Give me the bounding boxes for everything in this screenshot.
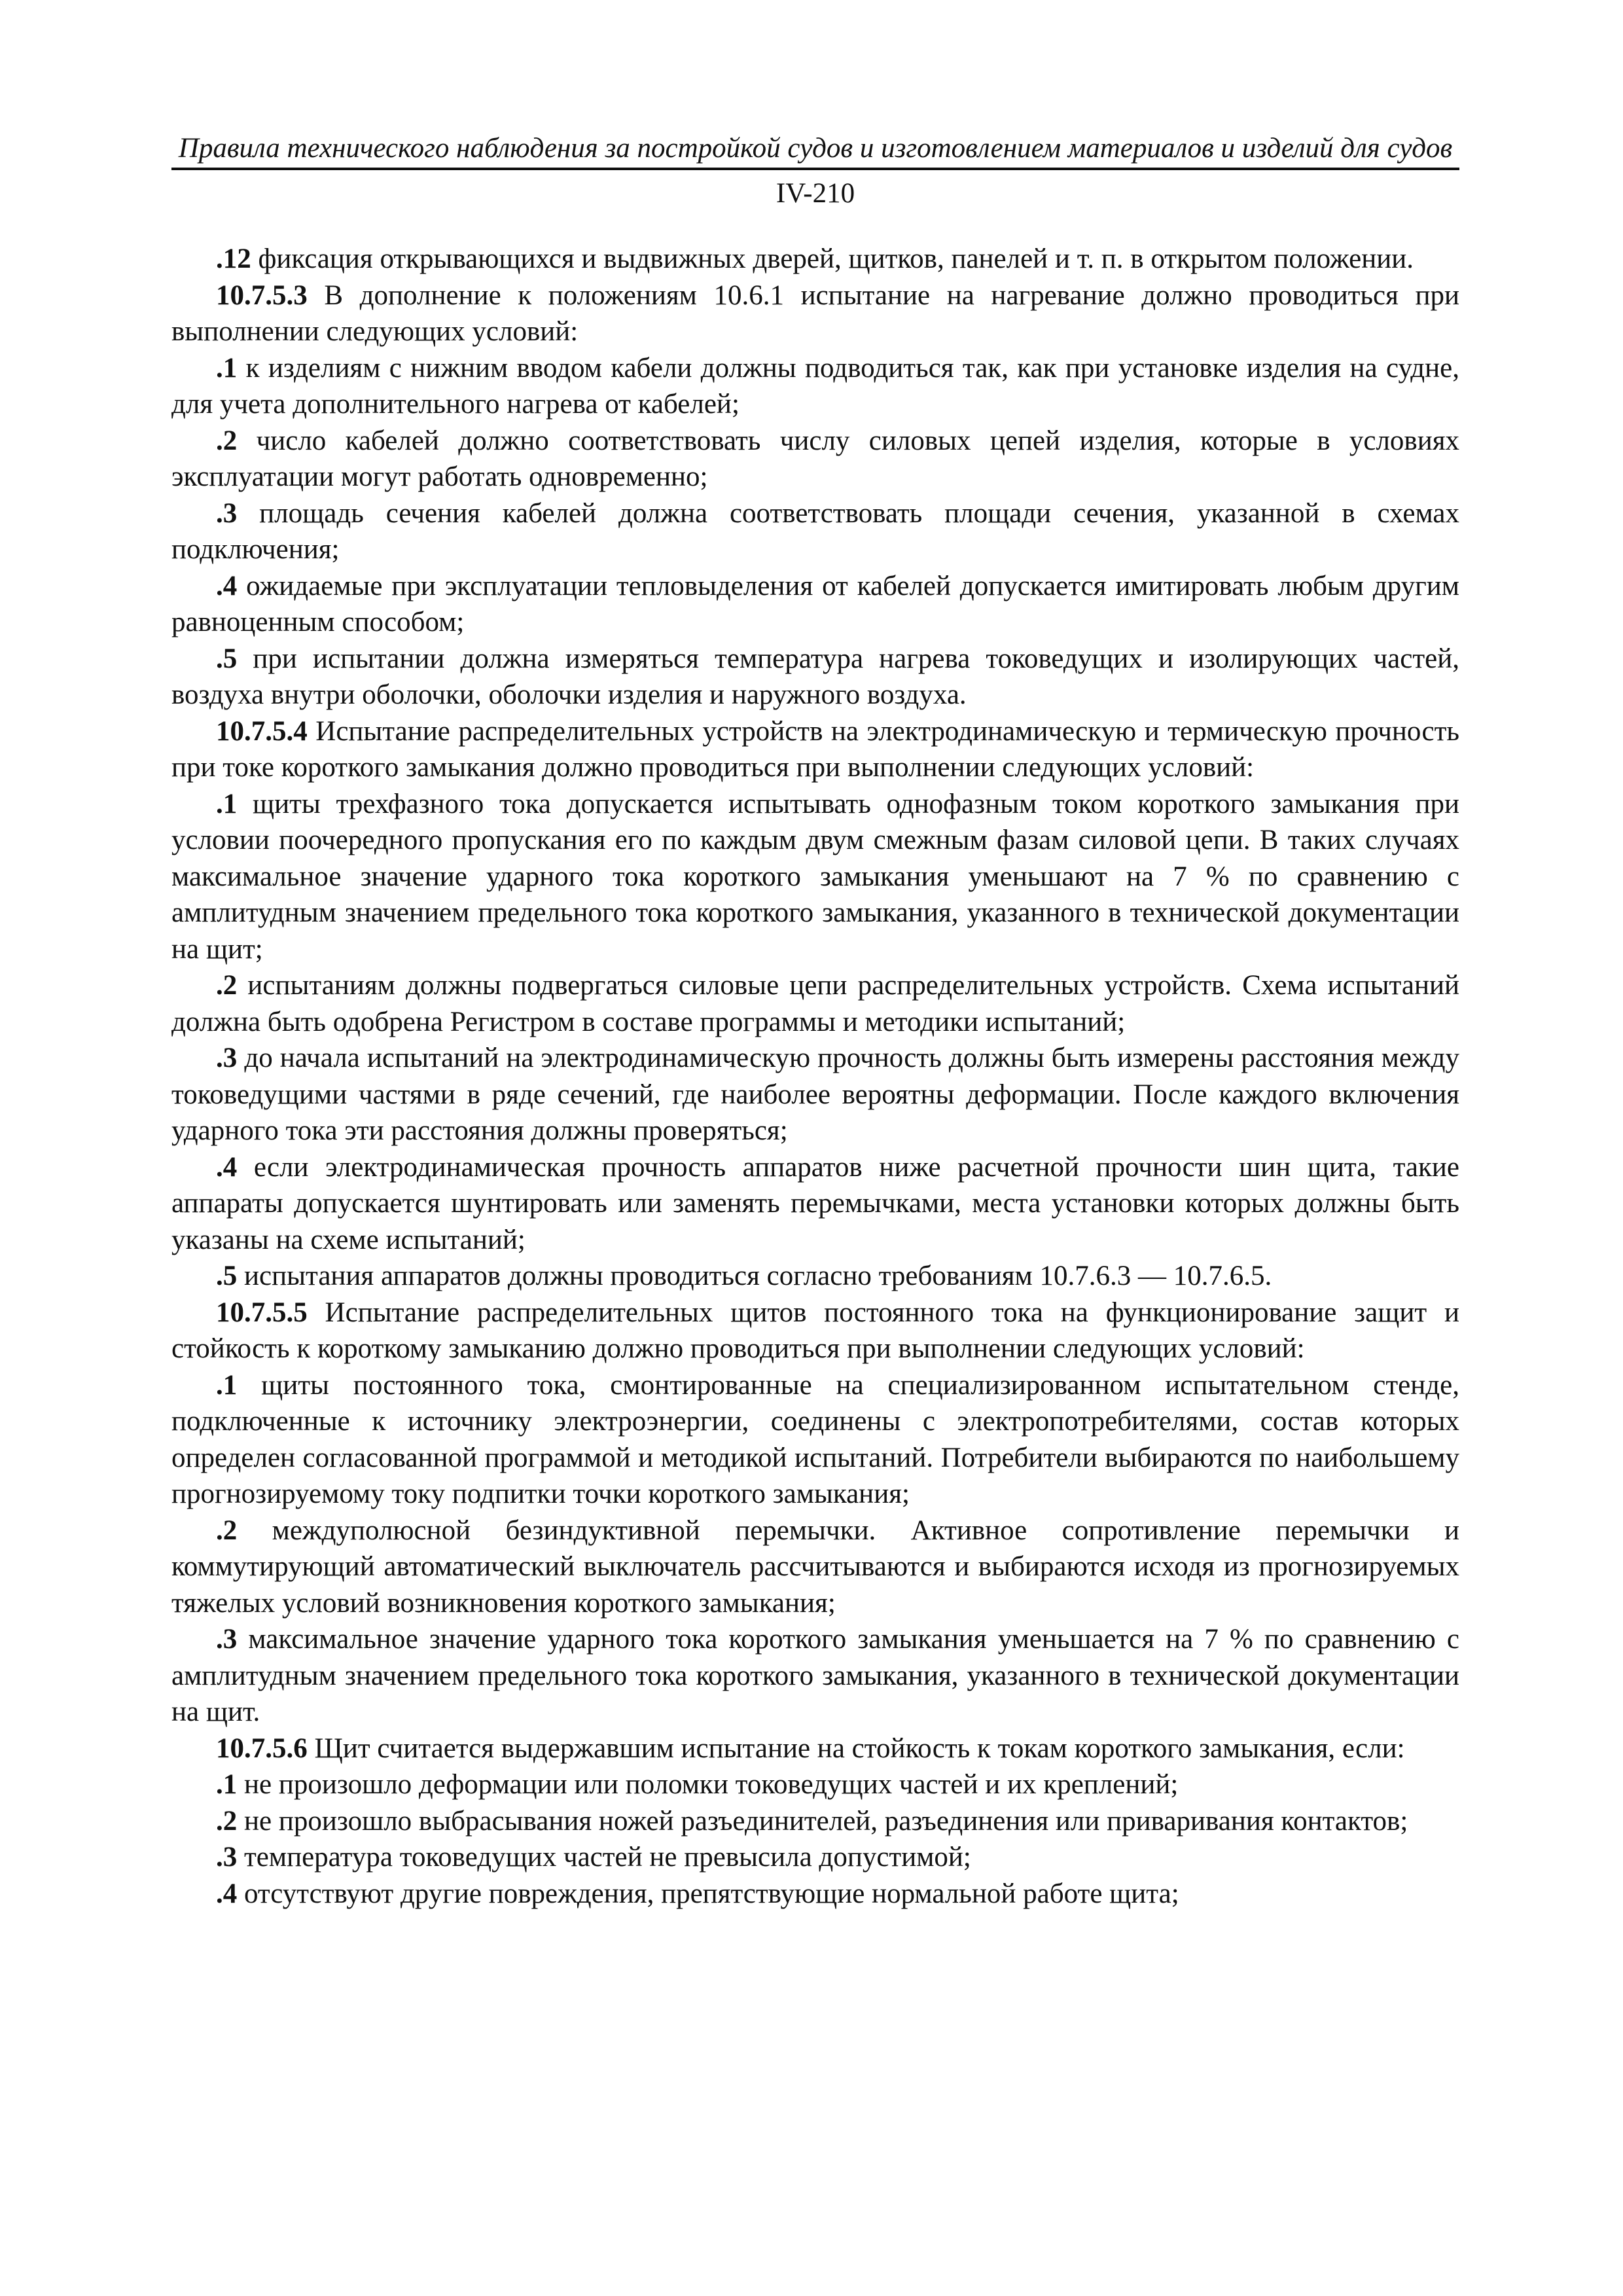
section-number: 10.7.5.4 [216, 715, 308, 747]
paragraph [171, 1258, 1459, 1295]
paragraph [171, 1839, 1459, 1876]
paragraph [171, 1767, 1459, 1803]
paragraph [171, 568, 1459, 641]
document-page [171, 131, 1459, 1912]
paragraph [171, 241, 1459, 278]
paragraph-text: испытания аппаратов должны проводиться согласно требованиям 10.7.6.3 — 10.7.6.5. [237, 1261, 1272, 1291]
item-number: .2 [216, 1515, 238, 1546]
paragraph [171, 967, 1459, 1040]
paragraph [171, 1803, 1459, 1840]
section-number: 10.7.5.3 [216, 279, 308, 311]
paragraph-text: ожидаемые при эксплуатации тепловыделения от кабелей допускается имитировать любым другим равноценным способом; [171, 570, 1459, 637]
paragraph-text: не произошло выбрасывания ножей разъединителей, разъединения или приваривания контактов; [237, 1805, 1408, 1837]
item-number: .1 [216, 352, 238, 384]
paragraph-text: испытаниям должны подвергаться силовые цепи распределительных устройств. Схема испытаний должна быть одобрена Регистром в составе программы и методики испытаний; [171, 970, 1459, 1037]
paragraph-text: площадь сечения кабелей должна соответствовать площади сечения, указанной в схемах подключения; [171, 497, 1459, 565]
paragraph [171, 1513, 1459, 1622]
paragraph-text: температура токоведущих частей не превысила допустимой; [237, 1842, 971, 1873]
body-text [171, 241, 1459, 1912]
section-number: 10.7.5.6 [216, 1732, 308, 1764]
item-number: .2 [216, 1805, 238, 1837]
paragraph-text: фиксация открывающихся и выдвижных дверей, щитков, панелей и т. п. в открытом положении. [251, 243, 1414, 274]
paragraph-text: В дополнение к положениям 10.6.1 испытание на нагревание должно проводиться при выполнении следующих условий: [171, 279, 1459, 347]
paragraph-text: не произошло деформации или поломки токоведущих частей и их креплений; [237, 1769, 1179, 1800]
item-number: .2 [216, 970, 238, 1001]
paragraph-text: Испытание распределительных щитов постоянного тока на функционирование защит и стойкость к короткому замыканию должно проводиться при выполнении следующих условий: [171, 1297, 1459, 1364]
paragraph-text: до начала испытаний на электродинамическую прочность должны быть измерены расстояния между токоведущими частями в ряде сечений, где наиболее вероятны деформации. После каждого включения ударного тока эти расстояния должны проверяться; [171, 1043, 1459, 1146]
paragraph-text: щиты постоянного тока, смонтированные на специализированном испытательном стенде, подключенные к источнику электроэнергии, соединены с электропотребителями, состав которых определен согласованной программой и методикой испытаний. Потребители выбираются по наибольшему прогнозируемому току подпитки точки короткого замыкания; [171, 1369, 1459, 1509]
paragraph-text: Щит считается выдержавшим испытание на стойкость к токам короткого замыкания, если: [307, 1732, 1405, 1764]
paragraph [171, 423, 1459, 495]
paragraph-text: число кабелей должно соответствовать числу силовых цепей изделия, которые в условиях эксплуатации могут работать одновременно; [171, 425, 1459, 492]
item-number: .2 [216, 425, 238, 456]
item-number: .4 [216, 1878, 238, 1909]
item-number: .5 [216, 1261, 238, 1291]
paragraph-text: максимальное значение ударного тока короткого замыкания уменьшается на 7 % по сравнению с амплитудным значением предельного тока короткого замыкания, указанного в технической документации на щит. [171, 1624, 1459, 1727]
item-number: .5 [216, 643, 238, 674]
paragraph [171, 641, 1459, 713]
item-number: .4 [216, 1151, 238, 1183]
paragraph [171, 278, 1459, 350]
paragraph [171, 1149, 1459, 1259]
item-number: .3 [216, 1624, 238, 1655]
paragraph [171, 1295, 1459, 1367]
paragraph [171, 786, 1459, 968]
item-number: .1 [216, 788, 238, 819]
item-number: .3 [216, 497, 238, 529]
paragraph [171, 1731, 1459, 1767]
paragraph-text: если электродинамическая прочность аппаратов ниже расчетной прочности шин щита, такие аппараты допускается шунтировать или заменять перемычками, места установки которых должны быть указаны на схеме испытаний; [171, 1151, 1459, 1255]
item-number: .3 [216, 1043, 238, 1073]
paragraph-text: Испытание распределительных устройств на электродинамическую и термическую прочность при токе короткого замыкания должно проводиться при выполнении следующих условий: [171, 715, 1459, 783]
paragraph [171, 1040, 1459, 1149]
running-header: Правила технического наблюдения за постройкой судов и изготовлением материалов и изделий для судов [171, 131, 1459, 170]
paragraph [171, 1621, 1459, 1731]
item-number: .4 [216, 570, 238, 601]
paragraph-text: междуполюсной безиндуктивной перемычки. Активное сопротивление перемычки и коммутирующий автоматический выключатель рассчитываются и выбираются исходя из прогнозируемых тяжелых условий возникновения короткого замыкания; [171, 1515, 1459, 1619]
paragraph-text: к изделиям с нижним вводом кабели должны подводиться так, как при установке изделия на судне, для учета дополнительного нагрева от кабелей; [171, 352, 1459, 420]
paragraph [171, 1367, 1459, 1513]
item-number: .3 [216, 1842, 238, 1873]
paragraph [171, 495, 1459, 568]
paragraph [171, 1876, 1459, 1912]
section-number: 10.7.5.5 [216, 1297, 308, 1328]
paragraph [171, 713, 1459, 786]
paragraph [171, 350, 1459, 423]
item-number: .1 [216, 1369, 238, 1401]
item-number: .12 [216, 243, 251, 274]
page-number: IV-210 [776, 178, 855, 209]
item-number: .1 [216, 1769, 238, 1800]
paragraph-text: щиты трехфазного тока допускается испытывать однофазным током короткого замыкания при условии поочередного пропускания его по каждым двум смежным фазам силовой цепи. В таких случаях максимальное значение ударного тока короткого замыкания уменьшают на 7 % по сравнению с амплитудным значением предельного тока короткого замыкания, указанного в технической документации на щит; [171, 788, 1459, 965]
paragraph-text: отсутствуют другие повреждения, препятствующие нормальной работе щита; [237, 1878, 1179, 1909]
paragraph-text: при испытании должна измеряться температура нагрева токоведущих и изолирующих частей, воздуха внутри оболочки, оболочки изделия и наружного воздуха. [171, 643, 1459, 710]
